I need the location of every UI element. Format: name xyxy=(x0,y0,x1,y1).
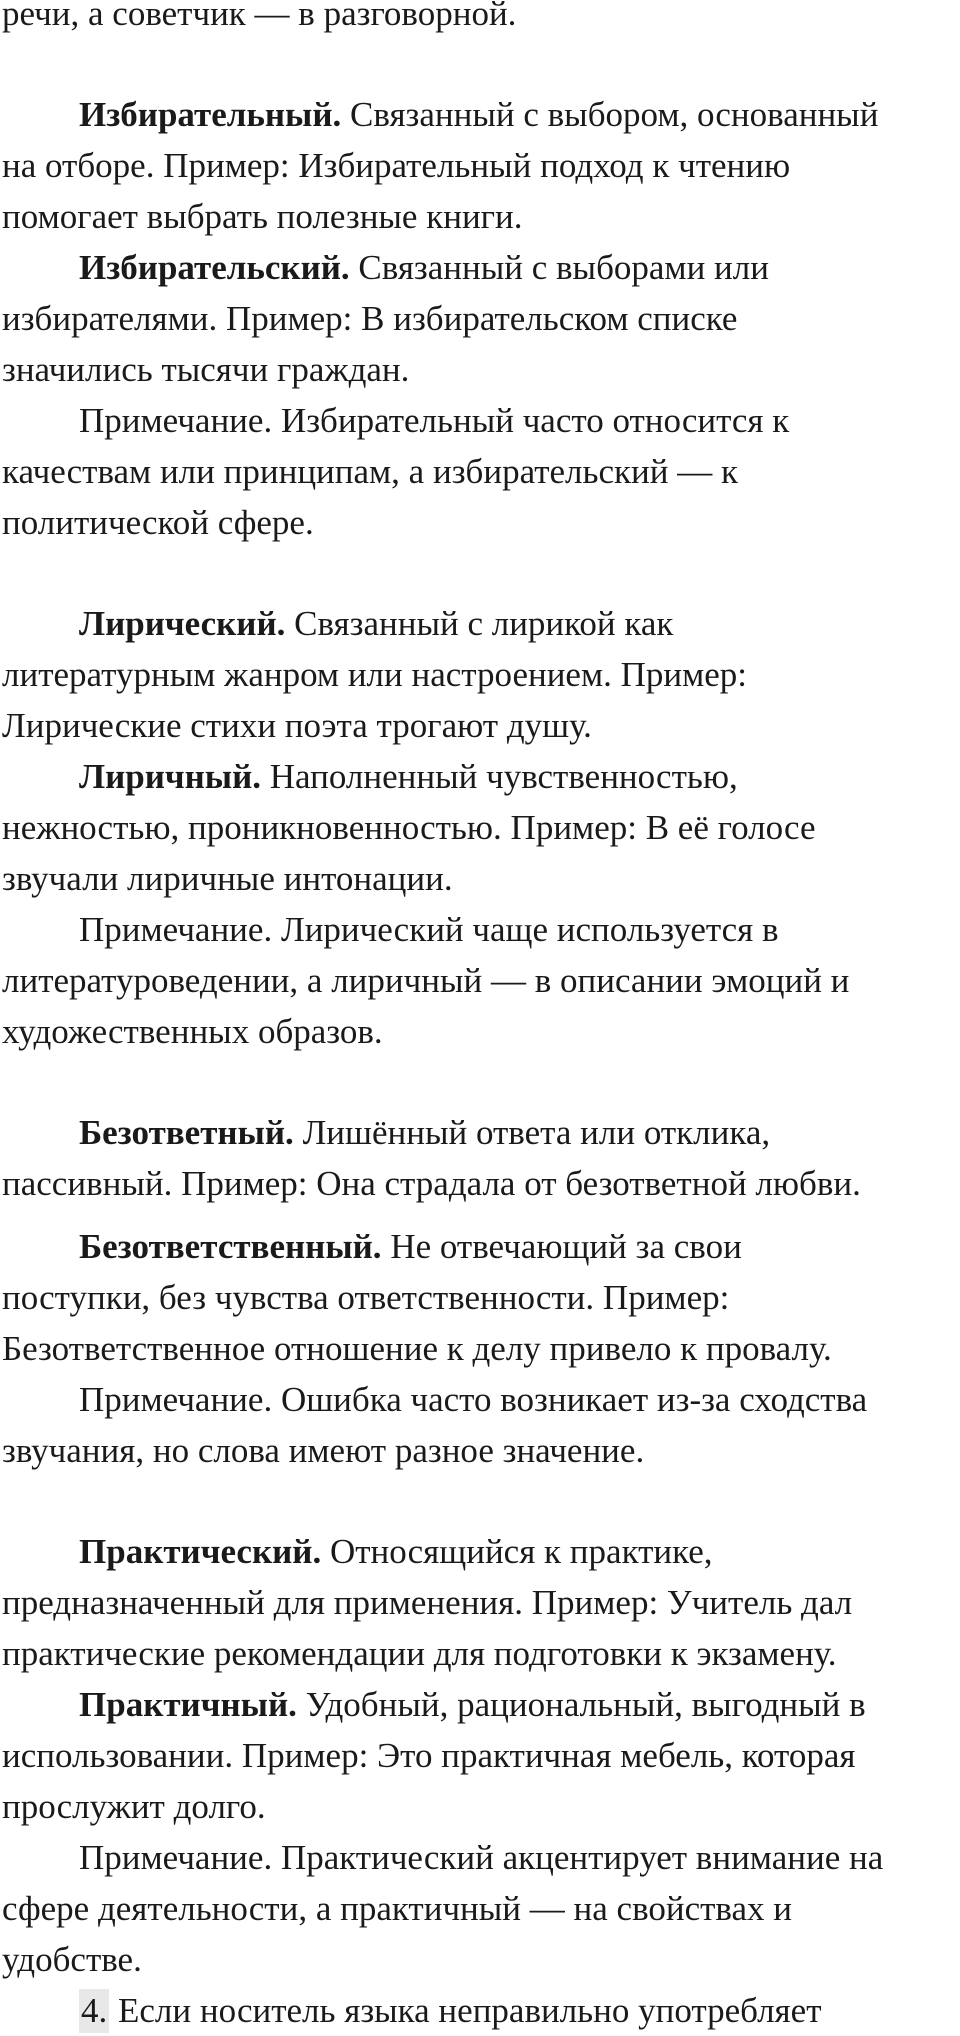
definition-text: Относящийся к практике, xyxy=(321,1532,713,1571)
term-label: Практический. xyxy=(79,1532,322,1571)
text-line: сфере деятельности, а практичный — на свойствах и xyxy=(2,1889,792,1928)
item-number: 4. xyxy=(79,1989,109,2033)
definition-text: Не отвечающий за свои xyxy=(381,1227,742,1266)
definition-text: Связанный с лирикой как xyxy=(285,604,674,643)
definition-text: Наполненный чувственностью, xyxy=(261,757,738,796)
note-line: Примечание. Практический акцентирует внимание на xyxy=(79,1838,884,1877)
text-line: Лирические стихи поэта трогают душу. xyxy=(2,706,592,745)
text-line: использовании. Пример: Это практичная мебель, которая xyxy=(2,1736,856,1775)
paragraph-gap xyxy=(2,548,956,598)
term-label: Избирательский. xyxy=(79,248,350,287)
text-line: помогает выбрать полезные книги. xyxy=(2,197,523,236)
text-line: Безответственное отношение к делу привело к провалу. xyxy=(2,1329,832,1368)
entry-bezotvetstvenny xyxy=(2,1221,956,1272)
text-line: политической сфере. xyxy=(2,503,314,542)
text-line: на отборе. Пример: Избирательный подход к чтению xyxy=(2,146,791,185)
definition-text: Связанный с выбором, основанный xyxy=(341,95,879,134)
note-line: Примечание. Ошибка часто возникает из-за сходства xyxy=(79,1380,868,1419)
numbered-item-4 xyxy=(2,1985,956,2036)
paragraph-gap xyxy=(2,1057,956,1107)
entry-praktichesky xyxy=(2,1526,956,1577)
term-label: Безответный. xyxy=(79,1113,294,1152)
note-line: Примечание. Избирательный часто относится к xyxy=(79,401,790,440)
text-line: практические рекомендации для подготовки к экзамену. xyxy=(2,1634,837,1673)
text-line: значились тысячи граждан. xyxy=(2,350,410,389)
text-line: удобстве. xyxy=(2,1940,142,1979)
term-label: Лирический. xyxy=(79,604,286,643)
text-line: литературоведении, а лиричный — в описании эмоций и xyxy=(2,961,850,1000)
paragraph-gap xyxy=(2,39,956,89)
text-line: звучали лиричные интонации. xyxy=(2,859,453,898)
text-line: качествам или принципам, а избирательский — к xyxy=(2,452,738,491)
entry-lirichesky xyxy=(2,598,956,649)
text-line: поступки, без чувства ответственности. Пример: xyxy=(2,1278,730,1317)
document-page xyxy=(2,0,956,2036)
text-line: литературным жанром или настроением. Пример: xyxy=(2,655,748,694)
entry-izbiratelsky xyxy=(2,242,956,293)
paragraph-gap xyxy=(2,1476,956,1526)
text-line: избирателями. Пример: В избирательском списке xyxy=(2,299,738,338)
term-label: Безответственный. xyxy=(79,1227,382,1266)
definition-text: Удобный, рациональный, выгодный в xyxy=(296,1685,866,1724)
note-line: Примечание. Лирический чаще используется в xyxy=(79,910,779,949)
entry-praktichny xyxy=(2,1679,956,1730)
text-line: предназначенный для применения. Пример: Учитель дал xyxy=(2,1583,853,1622)
term-label: Избирательный. xyxy=(79,95,342,134)
text-line: прослужит долго. xyxy=(2,1787,266,1826)
entry-bezotvetny xyxy=(2,1107,956,1158)
entry-lirichny xyxy=(2,751,956,802)
text-line: художественных образов. xyxy=(2,1012,383,1051)
text-line: звучания, но слова имеют разное значение. xyxy=(2,1431,645,1470)
definition-text: Лишённый ответа или отклика, xyxy=(293,1113,771,1152)
definition-text: Связанный с выборами или xyxy=(349,248,769,287)
term-label: Практичный. xyxy=(79,1685,297,1724)
term-label: Лиричный. xyxy=(79,757,262,796)
item-text: Если носитель языка неправильно употребляет xyxy=(109,1991,822,2030)
text-line: речи, а советчик — в разговорной. xyxy=(2,0,517,33)
text-line: пассивный. Пример: Она страдала от безответной любви. xyxy=(2,1164,861,1203)
text-line: нежностью, проникновенностью. Пример: В её голосе xyxy=(2,808,816,847)
entry-izbiratelny xyxy=(2,89,956,140)
